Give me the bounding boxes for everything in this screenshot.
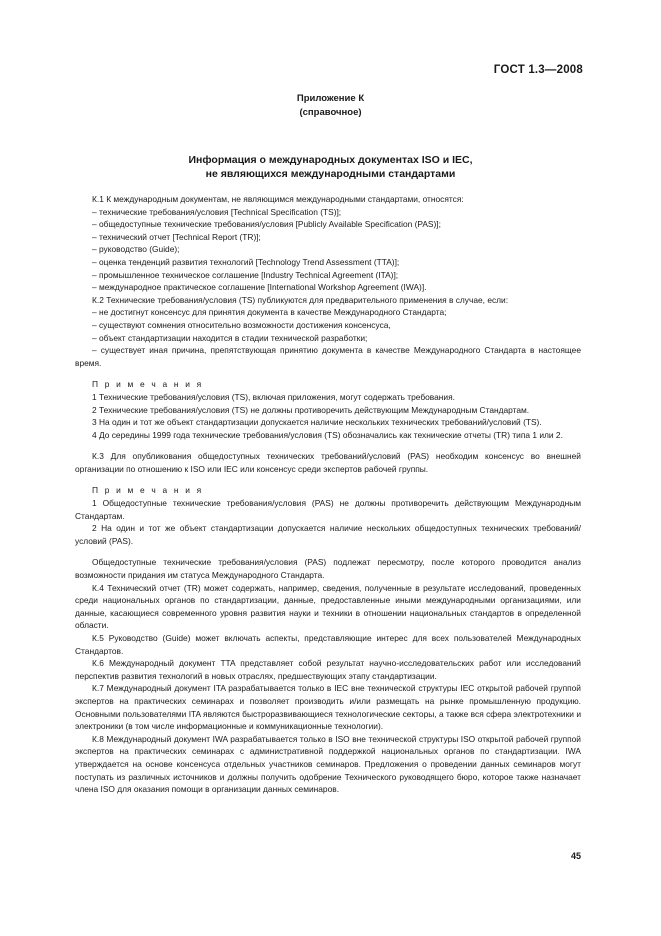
list-item: – существует иная причина, препятствующая принятию документа в качестве Международного Стандарта в настоящее время. <box>75 345 581 368</box>
list-item: – международное практическое соглашение [International Workshop Agreement (IWA)]. <box>92 282 427 293</box>
note-item: 3 На один и тот же объект стандартизации допускается наличие нескольких технических требований/условий (TS). <box>92 417 542 428</box>
appendix-label: Приложение К <box>296 93 365 104</box>
appendix-kind: (справочное) <box>299 107 362 118</box>
section-title-line-2: не являющихся международными стандартами <box>205 168 456 180</box>
note-item: 1 Технические требования/условия (TS), включая приложения, могут содержать требования. <box>92 391 455 402</box>
list-item: – существуют сомнения относительно возможности достижения консенсуса, <box>92 319 391 330</box>
paragraph-k5: К.5 Руководство (Guide) может включать аспекты, представляющие интерес для всех пользователей Международных Стандартов. <box>75 633 581 656</box>
paragraph-k2: К.2 Технические требования/условия (TS) публикуются для предварительного применения в случае, если: <box>92 294 509 305</box>
paragraph-k7: К.7 Международный документ ITA разрабатывается только в IEC вне технической структуры IEC открытой рабочей группой экспертов на практических семинарах и позволяет производить и/или размещать на рынке промышленную продукцию. Основными пользователями ITA являются быстроразвивающиеся технологические секторы, а также вся сфера электротехники и электроники (в том числе информационные и коммуникационные технологии). <box>75 683 581 732</box>
list-item: – общедоступные технические требования/условия [Publicly Available Specification (PAS)]; <box>92 219 441 230</box>
paragraph-k6: К.6 Международный документ TTA представляет собой результат научно-исследовательских работ или исследований перспектив развития технологий в новых отраслях, предшествующих этапу стандартизации. <box>75 658 581 681</box>
body-text <box>75 193 581 796</box>
section-title-line-1: Информация о международных документах ISO и IEC, <box>188 154 473 166</box>
list-item: – промышленное техническое соглашение [Industry Technical Agreement (ITA)]; <box>92 269 399 280</box>
paragraph-k4: К.4 Технический отчет (TR) может содержать, например, сведения, полученные в результате исследований, проведенных среди национальных органов по стандартизации, данные, предоставленные иными международными организациями, или данные, касающиеся современного уровня развития науки и техники в отношении национальных стандартов в определенной области. <box>75 582 581 631</box>
appendix-heading <box>0 92 661 120</box>
list-item: – объект стандартизации находится в стадии технической разработки; <box>92 332 368 343</box>
section-title <box>0 153 661 181</box>
note-item: 2 Технические требования/условия (TS) не должны противоречить действующим Международным Стандартам. <box>92 404 530 415</box>
notes-heading: П р и м е ч а н и я <box>92 379 204 390</box>
paragraph-k8: К.8 Международный документ IWA разрабатывается только в ISO вне технической структуры ISO открытой рабочей группой экспертов на практических семинарах с административной поддержкой национальных органов по стандартизации. IWA утверждается на основе консенсуса отдельных участников семинаров. Предложения о проведении данных семинаров могут поступать из различных источников и должны получить одобрение Технического руководящего бюро, которое также назначает члена ISO для оказания помощи в организации данных семинаров. <box>75 733 581 795</box>
list-item: – оценка тенденций развития технологий [Technology Trend Assessment (TTA)]; <box>92 256 400 267</box>
list-item: – технические требования/условия [Technical Specification (TS)]; <box>92 206 342 217</box>
paragraph-pas-review: Общедоступные технические требования/условия (PAS) подлежат пересмотру, после которого проводится анализ возможности придания им статуса Международного Стандарта. <box>75 557 581 581</box>
paragraph-k3: К.3 Для опубликования общедоступных технических требований/условий (PAS) необходим консенсус во внешней организации по отношению к ISO или IEC или консенсус среди экспертов рабочей группы. <box>75 451 581 474</box>
page-number: 45 <box>570 851 581 861</box>
document-id: ГОСТ 1.3—2008 <box>493 64 583 76</box>
note-item: 2 На один и тот же объект стандартизации допускается наличие нескольких общедоступных технических требований/условий (PAS). <box>75 523 581 546</box>
list-item: – технический отчет [Technical Report (TR)]; <box>92 231 261 242</box>
list-item: – не достигнут консенсус для принятия документа в качестве Международного Стандарта; <box>92 307 447 318</box>
notes-heading: П р и м е ч а н и я <box>92 485 204 496</box>
list-item: – руководство (Guide); <box>92 244 180 255</box>
note-item: 1 Общедоступные технические требования/условия (PAS) не должны противоречить действующим Международным Стандартам. <box>75 498 581 521</box>
note-item: 4 До середины 1999 года технические требования/условия (TS) обозначались как технические отчеты (TR) типа 1 или 2. <box>92 429 563 440</box>
paragraph-k1: К.1 К международным документам, не являющимся международными стандартами, относятся: <box>92 194 464 204</box>
